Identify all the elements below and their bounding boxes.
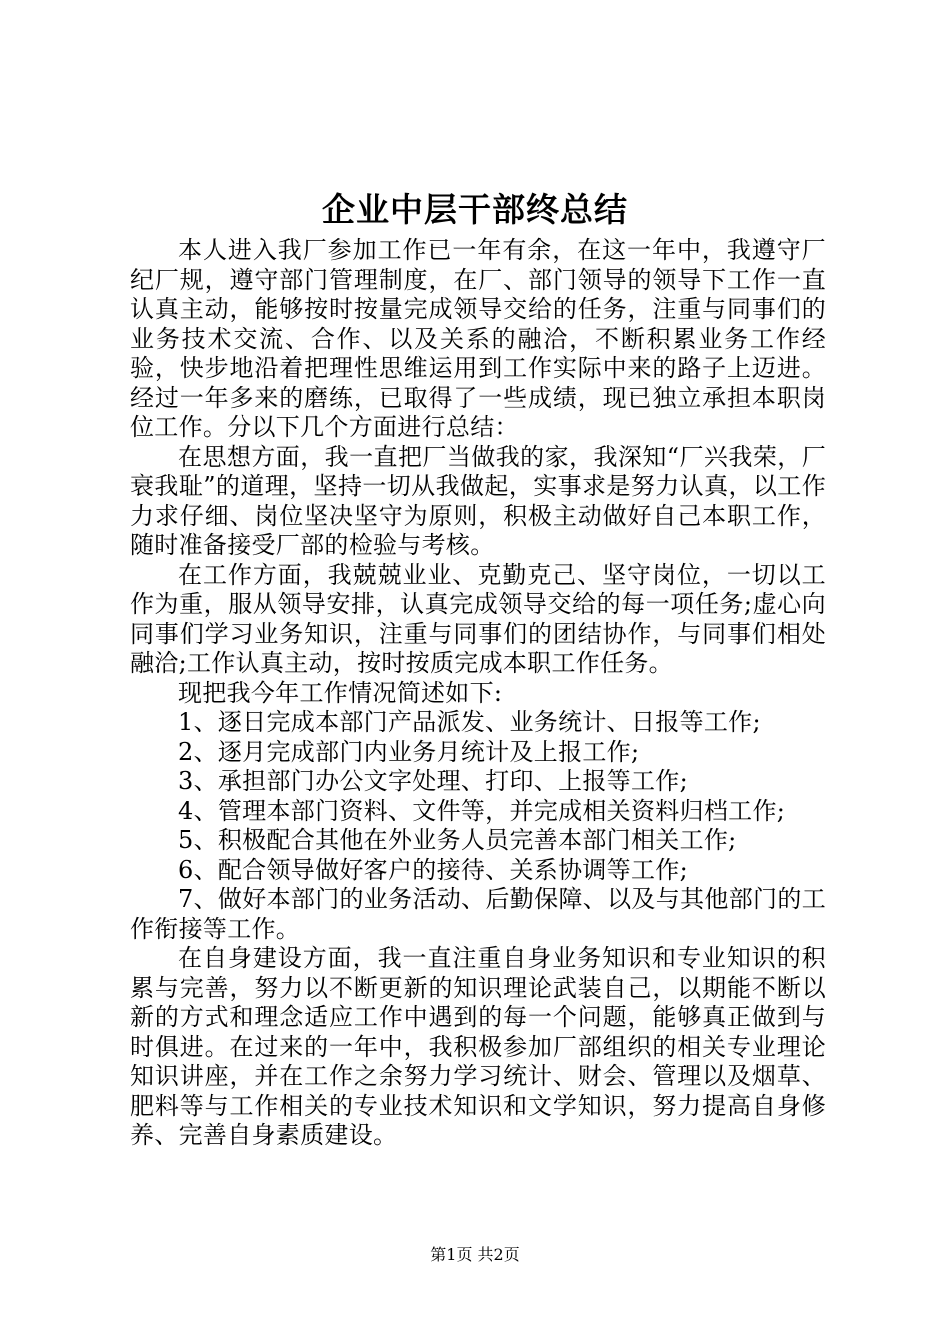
paragraph-work: 在工作方面，我兢兢业业、克勤克己、坚守岗位，一切以工作为重，服从领导安排，认真完成领导交给的每一项任务;虚心向同事们学习业务知识，注重与同事们的团结协作，与同事们相处融洽;工作认真主动，按时按质完成本职工作任务。 <box>130 560 826 677</box>
list-item: 2、逐月完成部门内业务月统计及上报工作; <box>178 737 640 766</box>
paragraph-thought: 在思想方面，我一直把厂当做我的家，我深知“厂兴我荣，厂衰我耻”的道理，坚持一切从我做起，实事求是努力认真，以工作力求仔细、岗位坚决坚守为原则，积极主动做好自己本职工作，随时准备接受厂部的检验与考核。 <box>130 442 826 559</box>
list-item: 4、管理本部门资料、文件等，并完成相关资料归档工作; <box>178 796 786 825</box>
paragraph-summary-lead: 现把我今年工作情况简述如下: <box>178 678 503 707</box>
page-number-footer: 第1页 共2页 <box>430 1245 520 1264</box>
list-item: 7、做好本部门的业务活动、后勤保障、以及与其他部门的工作衔接等工作。 <box>130 885 826 943</box>
list-item: 1、逐日完成本部门产品派发、业务统计、日报等工作; <box>178 708 761 736</box>
paragraph-intro: 本人进入我厂参加工作已一年有余，在这一年中，我遵守厂纪厂规，遵守部门管理制度，在厂、部门领导的领导下工作一直认真主动，能够按时按量完成领导交给的任务，注重与同事们的业务技术交流、合作、以及关系的融洽，不断积累业务工作经验，快步地沿着把理性思维运用到工作实际中来的路子上迈进。经过一年多来的磨练，已取得了一些成绩，现已独立承担本职岗位工作。分以下几个方面进行总结： <box>130 236 826 441</box>
list-item: 3、承担部门办公文字处理、打印、上报等工作; <box>178 767 688 795</box>
list-item: 6、配合领导做好客户的接待、关系协调等工作; <box>178 855 688 884</box>
document-body <box>130 236 826 1151</box>
list-item: 5、积极配合其他在外业务人员完善本部门相关工作; <box>178 826 737 854</box>
document-title: 企业中层干部终总结 <box>322 190 628 229</box>
paragraph-self-development: 在自身建设方面，我一直注重自身业务知识和专业知识的积累与完善，努力以不断更新的知识理论武装自己，以期能不断以新的方式和理念适应工作中遇到的每一个问题，能够真正做到与时俱进。在过来的一年中，我积极参加厂部组织的相关专业理论知识讲座，并在工作之余努力学习统计、财会、管理以及烟草、肥料等与工作相关的专业技术知识和文学知识，努力提高自身修养、完善自身素质建设。 <box>130 944 826 1149</box>
